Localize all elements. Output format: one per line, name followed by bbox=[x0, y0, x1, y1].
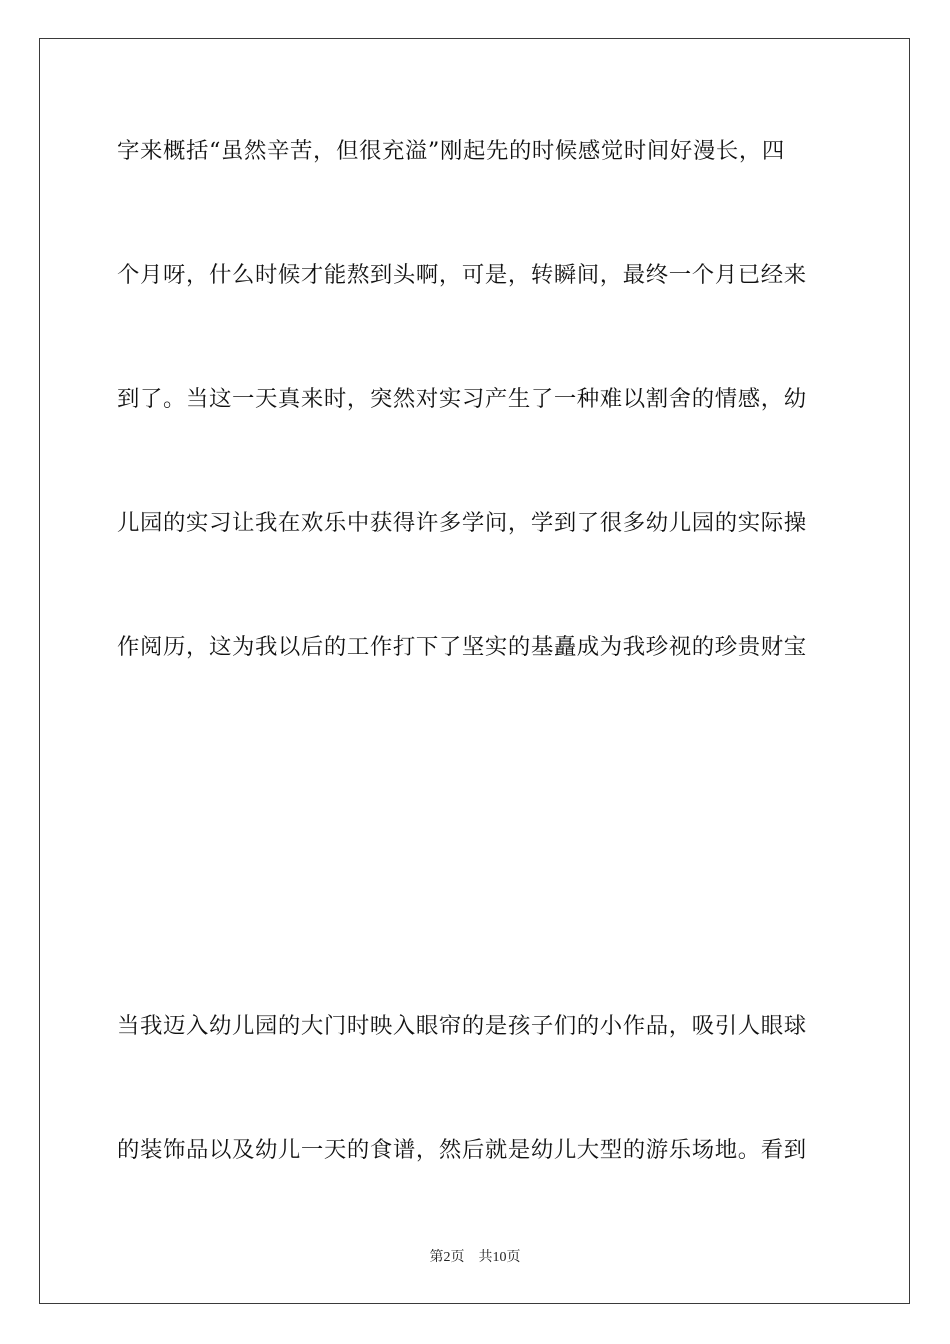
page-number: 第2页 bbox=[429, 1250, 465, 1265]
text-line: 字来概括“虽然辛苦，但很充溢”刚起先的时候感觉时间好漫长，四 bbox=[117, 138, 785, 164]
text-line: 个月呀，什么时候才能熬到头啊，可是，转瞬间，最终一个月已经来 bbox=[117, 262, 807, 288]
text-line: 的装饰品以及幼儿一天的食谱，然后就是幼儿大型的游乐场地。看到 bbox=[117, 1137, 807, 1163]
page-border bbox=[39, 38, 910, 1304]
page-total: 共10页 bbox=[478, 1250, 521, 1265]
text-line: 当我迈入幼儿园的大门时映入眼帘的是孩子们的小作品，吸引人眼球 bbox=[117, 1013, 807, 1039]
text-line: 到了。当这一天真来时，突然对实习产生了一种难以割舍的情感，幼 bbox=[117, 386, 807, 412]
text-line: 作阅历，这为我以后的工作打下了坚实的基矗成为我珍视的珍贵财宝 bbox=[117, 634, 807, 660]
text-line: 儿园的实习让我在欢乐中获得许多学问，学到了很多幼儿园的实际操 bbox=[117, 510, 807, 536]
page-footer bbox=[0, 1246, 950, 1266]
